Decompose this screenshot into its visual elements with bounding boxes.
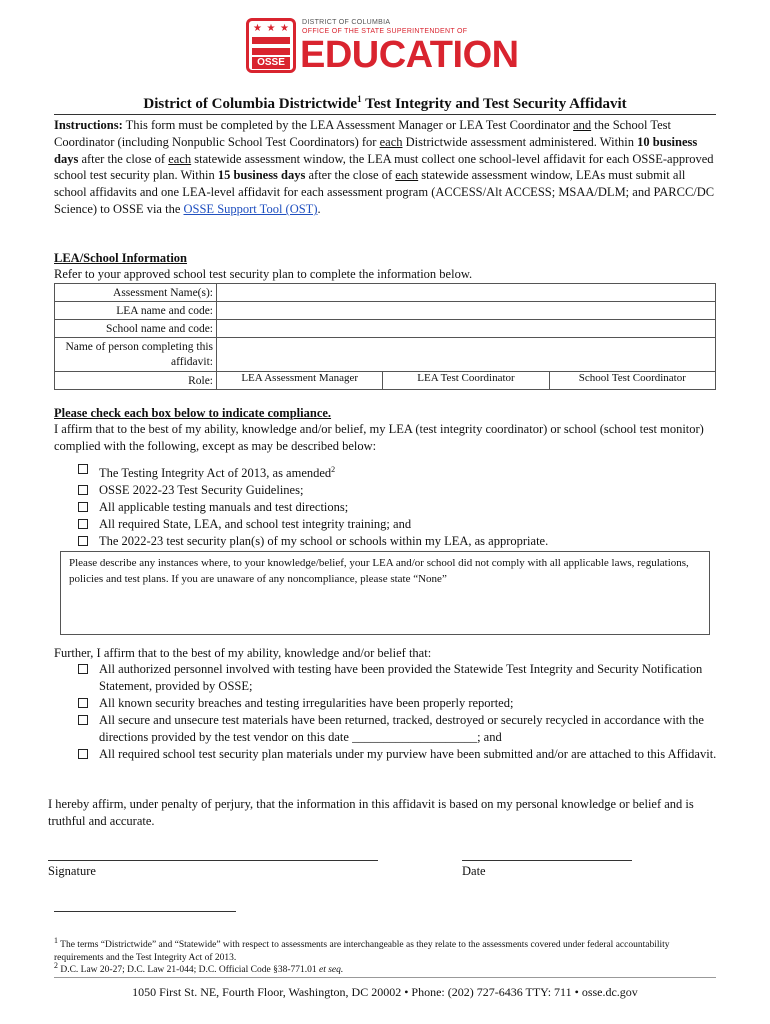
checkbox[interactable] xyxy=(78,715,88,725)
list-item: All required State, LEA, and school test integrity training; and xyxy=(78,516,718,533)
footnote-ref-2: 2 xyxy=(331,465,336,474)
list-item: All required school test security plan materials under my purview have been submitted and/or are attached to this Affidavit. xyxy=(78,746,718,763)
lea-info-table xyxy=(54,283,716,390)
footnote-divider xyxy=(54,911,236,912)
compliance-heading: Please check each box below to indicate compliance. xyxy=(54,406,332,420)
table-row xyxy=(55,320,716,338)
osse-logo xyxy=(246,18,526,74)
lea-name-field[interactable] xyxy=(217,302,716,320)
logo-wordmark: EDUCATION xyxy=(300,34,519,76)
assessment-name-field[interactable] xyxy=(217,284,716,302)
list-item: All secure and unsecure test materials have been returned, tracked, destroyed or securely recycled in accordance with the directions provided by the test vendor on this date ____________________; and xyxy=(78,712,718,746)
signature-label: Signature xyxy=(48,864,96,878)
assessment-name-label: Assessment Name(s): xyxy=(55,284,217,302)
list-item: OSSE 2022-23 Test Security Guidelines; xyxy=(78,482,718,499)
page-footer: 1050 First St. NE, Fourth Floor, Washington, DC 20002 • Phone: (202) 727-6436 TTY: 711 • osse.dc.gov xyxy=(132,985,638,999)
list-item: The 2022-23 test security plan(s) of my school or schools within my LEA, as appropriate. xyxy=(78,533,718,550)
table-row xyxy=(55,302,716,320)
osse-badge-text: OSSE xyxy=(252,57,290,69)
person-name-label: Name of person completing this affidavit: xyxy=(55,338,217,372)
school-name-label: School name and code: xyxy=(55,320,217,338)
checkbox[interactable] xyxy=(78,519,88,529)
lea-name-label: LEA name and code: xyxy=(55,302,217,320)
role-option-lea-test-coordinator[interactable]: LEA Test Coordinator xyxy=(382,372,548,389)
noncompliance-description-field[interactable] xyxy=(60,551,710,635)
school-name-field[interactable] xyxy=(217,320,716,338)
signature-line[interactable] xyxy=(48,860,378,861)
checkbox[interactable] xyxy=(78,536,88,546)
checkbox[interactable] xyxy=(78,698,88,708)
logo-line-office: OFFICE OF THE STATE SUPERINTENDENT OF xyxy=(302,28,468,35)
compliance-checklist xyxy=(78,461,718,550)
role-label: Role: xyxy=(55,372,217,390)
table-row xyxy=(55,284,716,302)
osse-flag-badge xyxy=(246,18,296,73)
footnote-ref-1: 1 xyxy=(357,94,362,104)
list-item: The Testing Integrity Act of 2013, as amended$^2$ xyxy=(78,461,718,482)
list-item: All known security breaches and testing irregularities have been properly reported; xyxy=(78,695,718,712)
footer-divider xyxy=(54,977,716,978)
list-item: All authorized personnel involved with testing have been provided the Statewide Test Integrity and Security Notification Statement, provided by OSSE; xyxy=(78,661,718,695)
role-options xyxy=(217,372,716,390)
checkbox[interactable] xyxy=(78,749,88,759)
checkbox[interactable] xyxy=(78,485,88,495)
noncompliance-prompt: Please describe any instances where, to your knowledge/belief, your LEA and/or school did not comply with all applicable laws, regulations, policies and test plans. If you are unaware of any noncompliance, please state “None” xyxy=(69,557,689,585)
footnote-1: $^1$ The terms “Districtwide” and “Statewide” with respect to assessments are interchangeable as they relate to the assessments covered under federal accountability requirements and the Test Integrity Act of 2013. xyxy=(54,936,670,963)
affirmation-statement: I hereby affirm, under penalty of perjury, that the information in this affidavit is based on my personal knowledge or belief and is truthful and accurate. xyxy=(48,797,694,828)
table-row xyxy=(55,372,716,390)
page-title: District of Columbia Districtwide$^1$ Test Integrity and Test Security Affidavit xyxy=(143,94,627,112)
role-option-lea-assessment-manager[interactable]: LEA Assessment Manager xyxy=(241,372,359,384)
date-line[interactable] xyxy=(462,860,632,861)
person-name-field[interactable] xyxy=(217,338,716,372)
further-checklist xyxy=(78,661,718,763)
osse-support-tool-link[interactable]: OSSE Support Tool (OST) xyxy=(183,201,318,216)
checkbox[interactable] xyxy=(78,664,88,674)
role-option-school-test-coordinator[interactable]: School Test Coordinator xyxy=(549,372,715,389)
list-item: All applicable testing manuals and test directions; xyxy=(78,499,718,516)
checkbox[interactable] xyxy=(78,502,88,512)
lea-section-subtext: Refer to your approved school test security plan to complete the information below. xyxy=(54,267,473,281)
date-label: Date xyxy=(462,864,486,878)
further-intro: Further, I affirm that to the best of my ability, knowledge and/or belief that: xyxy=(54,646,432,660)
star-icons: ★ ★ ★ xyxy=(253,23,289,34)
footnote-2: $^2$ D.C. Law 20-27; D.C. Law 21-044; D.C. Official Code §38-771.01 et seq. xyxy=(54,961,344,976)
lea-section-heading: LEA/School Information xyxy=(54,251,188,265)
logo-line-district: DISTRICT OF COLUMBIA xyxy=(302,19,391,26)
compliance-intro: I affirm that to the best of my ability, knowledge and/or belief, my LEA (test integrity coordinator) or school (school test monitor) complied with the following, except as may be described below: xyxy=(54,422,704,453)
instructions-paragraph: Instructions: This form must be completed by the LEA Assessment Manager or LEA Test Coordinator and the School Test Coordinator (including Nonpublic School Test Coordinators) for each Districtwide assessment administered. Within 10 business days after the close of each statewide assessment window, the LEA must collect one school-level affidavit for each OSSE-approved school test security plan. Within 15 business days after the close of each statewide assessment window, LEAs must submit all school affidavits and one LEA-level affidavit for each assessment program (ACCESS/Alt ACCESS; MSAA/DLM; and PARCC/DC Science) to OSSE via the OSSE Support Tool (OST). xyxy=(54,118,715,216)
table-row xyxy=(55,338,716,372)
title-divider xyxy=(54,114,716,115)
checkbox[interactable] xyxy=(78,464,88,474)
